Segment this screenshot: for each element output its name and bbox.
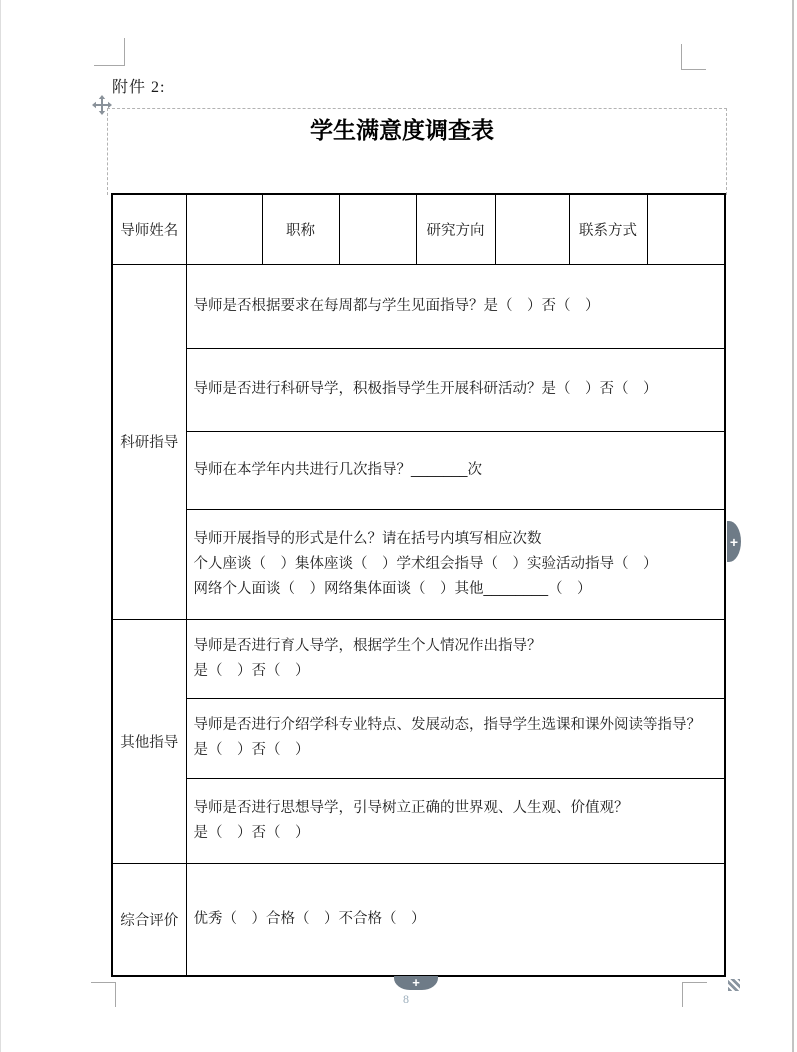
insert-column-button[interactable]	[727, 521, 741, 562]
table-row	[112, 348, 725, 431]
question-personal-mentoring: 导师是否进行育人导学，根据学生个人情况作出指导？ 是（ ）否（ ）	[186, 619, 725, 698]
plus-icon: +	[729, 533, 739, 550]
survey-table	[111, 193, 726, 977]
table-row	[112, 264, 725, 348]
research-direction-value-cell[interactable]	[495, 194, 569, 264]
question-weekly-meeting: 导师是否根据要求在每周都与学生见面指导？是（ ）否（ ）	[186, 264, 725, 348]
table-row	[112, 698, 725, 778]
title-rank-value-cell[interactable]	[339, 194, 416, 264]
question-guidance-forms: 导师开展指导的形式是什么？请在括号内填写相应次数 个人座谈（ ）集体座谈（ ）学术组会指导（ ）实验活动指导（ ） 网络个人面谈（ ）网络集体面谈（ ）其他________（ ）	[186, 509, 725, 619]
crop-mark-bottom-right	[682, 982, 707, 1007]
question-discipline-intro: 导师是否进行介绍学科专业特点、发展动态，指导学生选课和课外阅读等指导？ 是（ ）否（ ）	[186, 698, 725, 778]
contact-value-cell[interactable]	[647, 194, 725, 264]
table-resize-handle[interactable]	[728, 979, 740, 991]
research-direction-label: 研究方向	[416, 194, 495, 264]
table-row	[112, 194, 725, 264]
table-row	[112, 778, 725, 863]
question-research-mentoring: 导师是否进行科研导学，积极指导学生开展科研活动？是（ ）否（ ）	[186, 348, 725, 431]
table-row	[112, 431, 725, 509]
crop-mark-top-right	[681, 44, 706, 70]
table-row	[112, 509, 725, 619]
advisor-name-value-cell[interactable]	[186, 194, 262, 264]
question-ideological-mentoring: 导师是否进行思想导学，引导树立正确的世界观、人生观、价值观？ 是（ ）否（ ）	[186, 778, 725, 863]
insert-row-button[interactable]	[394, 976, 438, 990]
plus-icon: +	[412, 975, 420, 990]
table-row	[112, 619, 725, 698]
question-guidance-count: 导师在本学年内共进行几次指导？_______次	[186, 431, 725, 509]
window-left-edge	[0, 0, 1, 1052]
section-label-overall-evaluation: 综合评价	[112, 863, 186, 976]
advisor-name-label: 导师姓名	[112, 194, 186, 264]
overall-evaluation-options: 优秀（ ）合格（ ）不合格（ ）	[186, 863, 725, 976]
attachment-label: 附件 2:	[112, 79, 166, 96]
contact-label: 联系方式	[569, 194, 647, 264]
section-label-other-guidance: 其他指导	[112, 619, 186, 863]
crop-mark-top-left	[94, 38, 125, 66]
page-number: 8	[403, 992, 409, 1006]
crop-mark-bottom-left	[91, 982, 116, 1007]
form-title: 学生满意度调查表	[310, 117, 494, 143]
page-right-edge	[792, 0, 794, 1052]
section-label-research-guidance: 科研指导	[112, 264, 186, 619]
table-row	[112, 863, 725, 976]
title-rank-label: 职称	[262, 194, 339, 264]
